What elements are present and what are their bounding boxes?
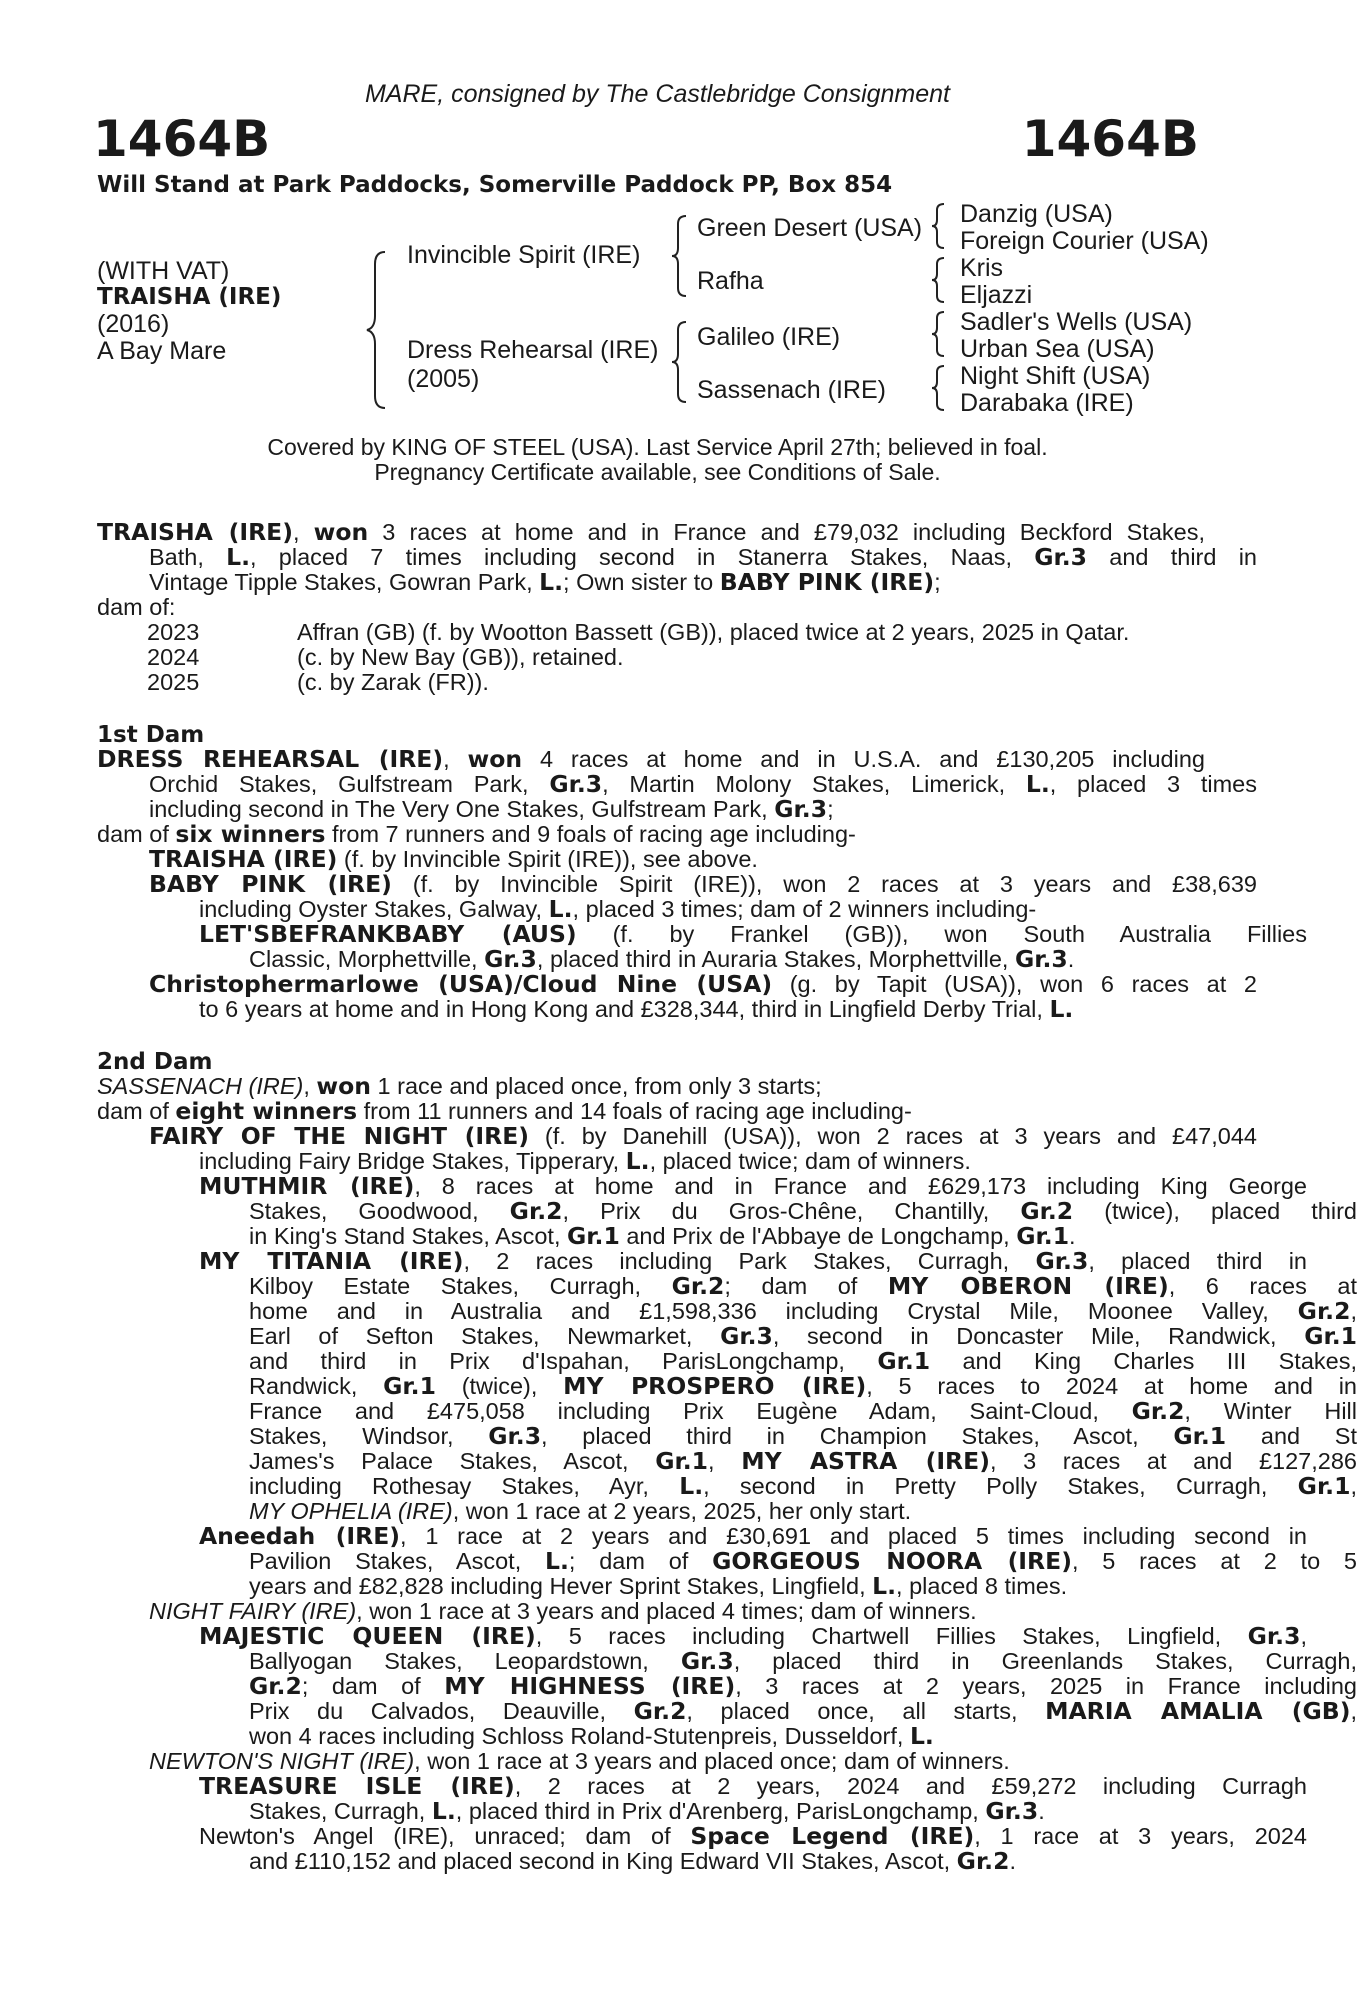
text-line: [97, 1824, 1307, 1850]
text-run: , placed third in Greenlands Stakes, Curragh,: [733, 1648, 1357, 1674]
text-run: (c. by Zarak (FR)).: [297, 669, 489, 695]
text-run: Earl of Sefton Stakes, Newmarket,: [249, 1323, 721, 1349]
bold-text: L.: [909, 1722, 934, 1750]
text-line: [97, 520, 1205, 546]
brace-g4: [930, 364, 948, 412]
text-run: ; dam of: [301, 1673, 445, 1699]
text-run: in King's Stand Stakes, Ascot,: [249, 1223, 567, 1249]
text-line: [97, 1224, 1357, 1250]
text-run: including Oyster Stakes, Galway,: [199, 896, 549, 922]
text-run: Orchid Stakes, Gulfstream Park,: [149, 771, 550, 797]
text-line: [97, 772, 1257, 798]
text-run: Vintage Tipple Stakes, Gowran Park,: [149, 569, 540, 595]
bold-text: Gr.3: [1247, 1622, 1301, 1650]
text-run: , won 1 race at 3 years and placed once; dam of winners.: [414, 1748, 1010, 1774]
bold-text: Gr.2: [1020, 1197, 1074, 1225]
bold-text: TRAISHA (IRE): [97, 518, 293, 546]
bold-text: GORGEOUS NOORA (IRE): [712, 1547, 1072, 1575]
text-line: [97, 997, 1307, 1023]
text-line: [97, 1149, 1307, 1175]
bold-text: Gr.2: [633, 1697, 687, 1725]
bold-text: L.: [625, 1147, 650, 1175]
bold-text: Space Legend (IRE): [690, 1822, 975, 1850]
bold-text: L.: [548, 895, 573, 923]
bold-text: Aneedah (IRE): [199, 1522, 401, 1550]
text-run: (twice),: [435, 1373, 564, 1399]
bold-text: L.: [1049, 995, 1074, 1023]
dam-sire: Galileo (IRE): [697, 323, 841, 351]
text-run: Stakes, Goodwood,: [249, 1198, 510, 1224]
text-run: , placed 8 times.: [896, 1573, 1068, 1599]
bold-text: TREASURE ISLE (IRE): [199, 1772, 515, 1800]
text-run: , second in Pretty Polly Stakes, Curragh,: [703, 1473, 1298, 1499]
text-line: [97, 1599, 1257, 1625]
bold-text: Gr.1: [1304, 1322, 1357, 1350]
text-run: and third in Prix d'Ispahan, ParisLongchamp,: [249, 1348, 878, 1374]
text-run: , 3 races at 2 years, 2025 in France including: [735, 1673, 1357, 1699]
bold-text: Gr.3: [1035, 1247, 1089, 1275]
text-line: [97, 872, 1257, 898]
text-run: , placed third in Prix d'Arenberg, ParisLongchamp,: [455, 1798, 986, 1824]
text-run: and £110,152 and placed second in King Edward VII Stakes, Ascot,: [249, 1848, 957, 1874]
text-line: [97, 922, 1307, 948]
foal-year: 2023: [147, 619, 200, 645]
brace-g2: [930, 256, 948, 304]
bold-text: Gr.3: [1034, 543, 1088, 571]
text-run: home and in Australia and £1,598,336 including Crystal Mile, Moonee Valley,: [249, 1298, 1298, 1324]
bold-text: Gr.1: [655, 1447, 709, 1475]
text-run: dam of: [97, 1098, 176, 1124]
text-line: [97, 1324, 1357, 1350]
lot-number-left: 1464B: [93, 110, 271, 168]
text-run: to 6 years at home and in Hong Kong and £328,344, third in Lingfield Derby Trial,: [199, 996, 1050, 1022]
text-run: dam of:: [97, 594, 176, 620]
bold-text: TRAISHA (IRE): [149, 845, 338, 873]
text-run: ,: [1350, 1698, 1357, 1724]
bold-text: eight winners: [175, 1097, 358, 1125]
bold-text: MY OBERON (IRE): [887, 1272, 1169, 1300]
text-run: and Prix de l'Abbaye de Longchamp,: [619, 1223, 1017, 1249]
text-run: , Martin Molony Stakes, Limerick,: [602, 771, 1026, 797]
bold-text: DRESS REHEARSAL (IRE): [97, 745, 444, 773]
italic-text: MY OPHELIA (IRE): [249, 1498, 453, 1524]
text-run: , won 1 race at 3 years and placed 4 times; dam of winners.: [356, 1598, 977, 1624]
dam-sire-sire: Sadler's Wells (USA): [960, 308, 1193, 336]
bold-text: won: [467, 745, 523, 773]
text-line: [97, 595, 1205, 621]
bold-text: Gr.2: [671, 1272, 725, 1300]
text-run: ;: [934, 569, 941, 595]
stand-location: Will Stand at Park Paddocks, Somerville Paddock PP, Box 854: [97, 172, 893, 198]
text-run: years and £82,828 including Hever Sprint Stakes, Lingfield,: [249, 1573, 873, 1599]
section-heading: 1st Dam: [97, 722, 205, 748]
text-run: and third in: [1087, 544, 1257, 570]
horse-name: TRAISHA (IRE): [97, 284, 282, 310]
dam-year: (2005): [407, 365, 480, 393]
text-line: [97, 1749, 1257, 1775]
sire-sire: Green Desert (USA): [697, 214, 923, 242]
text-run: Ballyogan Stakes, Leopardstown,: [249, 1648, 681, 1674]
text-run: including second in The Very One Stakes, Gulfstream Park,: [149, 796, 775, 822]
text-run: , 1 race at 2 years and £30,691 and placed 5 times including second in: [400, 1523, 1307, 1549]
text-line: [97, 1499, 1357, 1525]
bold-text: Gr.1: [1297, 1472, 1351, 1500]
text-run: James's Palace Stakes, Ascot,: [249, 1448, 656, 1474]
bold-text: Gr.2: [1297, 1297, 1351, 1325]
bold-text: Gr.2: [249, 1672, 302, 1700]
bold-text: L.: [679, 1472, 704, 1500]
text-run: Pavilion Stakes, Ascot,: [249, 1548, 546, 1574]
dam-dam-sire: Night Shift (USA): [960, 362, 1151, 390]
text-run: (g. by Tapit (USA)), won 6 races at 2: [772, 971, 1258, 997]
text-run: , placed 3 times; dam of 2 winners including-: [572, 896, 1037, 922]
text-line: [97, 1474, 1357, 1500]
text-run: ;: [827, 796, 834, 822]
bold-text: Christophermarlowe (USA)/Cloud Nine (USA): [149, 970, 773, 998]
text-run: , placed once, all starts,: [686, 1698, 1046, 1724]
bold-text: Gr.3: [774, 795, 828, 823]
text-run: , placed third in Champion Stakes, Ascot,: [541, 1423, 1174, 1449]
text-run: including Fairy Bridge Stakes, Tipperary,: [199, 1148, 626, 1174]
brace-g1: [930, 202, 948, 250]
dam-dam-dam: Darabaka (IRE): [960, 389, 1134, 417]
text-run: , 1 race at 3 years, 2024: [974, 1823, 1307, 1849]
text-run: and St: [1226, 1423, 1357, 1449]
text-run: (f. by Frankel (GB)), won South Australia Fillies: [576, 921, 1307, 947]
text-line: [97, 1849, 1357, 1875]
text-run: won 4 races including Schloss Roland-Stutenpreis, Dusseldorf,: [249, 1723, 910, 1749]
section-heading: 2nd Dam: [97, 1049, 213, 1075]
bold-text: Gr.3: [484, 945, 537, 973]
text-line: [97, 1549, 1357, 1575]
text-line: [97, 1399, 1357, 1425]
text-run: ; dam of: [724, 1273, 888, 1299]
bold-text: MY TITANIA (IRE): [199, 1247, 464, 1275]
text-line: [97, 1649, 1357, 1675]
bold-text: Gr.3: [680, 1647, 734, 1675]
text-run: , 2 races at 2 years, 2024 and £59,272 including Curragh: [514, 1773, 1307, 1799]
text-line: [97, 972, 1257, 998]
text-run: , 5 races at 2 to 5: [1071, 1548, 1357, 1574]
text-run: Randwick,: [249, 1373, 384, 1399]
bold-text: MY PROSPERO (IRE): [563, 1372, 867, 1400]
bold-text: Gr.1: [567, 1222, 620, 1250]
brace-sire-dam: [365, 250, 391, 410]
text-line: [97, 847, 1257, 873]
text-run: Newton's Angel (IRE), unraced; dam of: [199, 1823, 691, 1849]
bold-text: FAIRY OF THE NIGHT (IRE): [149, 1122, 529, 1150]
text-run: , 6 races at: [1168, 1273, 1357, 1299]
bold-text: Gr.1: [1173, 1422, 1227, 1450]
text-line: [97, 1624, 1307, 1650]
bold-text: Gr.1: [383, 1372, 436, 1400]
text-run: Bath,: [149, 544, 227, 570]
text-line: [97, 1124, 1257, 1150]
text-run: .: [1038, 1798, 1045, 1824]
text-run: Stakes, Windsor,: [249, 1423, 489, 1449]
lot-number-right: 1464B: [1021, 110, 1199, 168]
bold-text: won: [316, 1072, 371, 1100]
bold-text: MUTHMIR (IRE): [199, 1172, 415, 1200]
bold-text: LET'SBEFRANKBABY (AUS): [199, 920, 577, 948]
bold-text: L.: [872, 1572, 897, 1600]
bold-text: Gr.3: [1014, 945, 1068, 973]
text-run: , 5 races to 2024 at home and in: [866, 1373, 1357, 1399]
brace-g3: [930, 310, 948, 358]
bold-text: won: [313, 518, 369, 546]
text-line: [97, 1249, 1307, 1275]
text-line: [97, 947, 1357, 973]
italic-text: NEWTON'S NIGHT (IRE): [149, 1748, 415, 1774]
text-run: (c. by New Bay (GB)), retained.: [297, 644, 624, 670]
text-run: ,: [443, 746, 468, 772]
text-run: 4 races at home and in U.S.A. and £130,205 including: [522, 746, 1205, 772]
bold-text: MY ASTRA (IRE): [741, 1447, 990, 1475]
text-line: [97, 1099, 1205, 1125]
bold-text: MY HIGHNESS (IRE): [444, 1672, 736, 1700]
dam-dam: Sassenach (IRE): [697, 376, 886, 404]
text-run: and King Charles III Stakes,: [930, 1348, 1357, 1374]
text-line: [97, 1274, 1357, 1300]
dam-sire-dam: Urban Sea (USA): [960, 335, 1155, 363]
text-run: 1 race and placed once, from only 3 starts;: [370, 1073, 822, 1099]
bold-text: L.: [1025, 770, 1050, 798]
text-run: ,: [292, 519, 314, 545]
text-run: ; Own sister to: [563, 569, 720, 595]
text-line: [97, 1299, 1357, 1325]
bold-text: Gr.3: [549, 770, 603, 798]
text-line: [97, 897, 1307, 923]
text-run: including Rothesay Stakes, Ayr,: [249, 1473, 680, 1499]
text-run: ,: [1350, 1298, 1357, 1324]
text-line: [97, 1424, 1357, 1450]
bold-text: Gr.2: [509, 1197, 563, 1225]
text-line: [97, 545, 1257, 571]
covered-by-line: Covered by KING OF STEEL (USA). Last Service April 27th; believed in foal.: [267, 434, 1048, 460]
bold-text: MAJESTIC QUEEN (IRE): [199, 1622, 536, 1650]
text-run: , won 1 race at 2 years, 2025, her only start.: [452, 1498, 912, 1524]
dam-name: Dress Rehearsal (IRE): [407, 336, 659, 364]
text-line: [97, 620, 1205, 646]
text-line: [97, 1074, 1205, 1100]
text-line: [97, 822, 1205, 848]
text-line: [97, 1674, 1357, 1700]
text-run: ; dam of: [568, 1548, 713, 1574]
text-run: , placed twice; dam of winners.: [649, 1148, 971, 1174]
text-line: [97, 747, 1205, 773]
text-run: , second in Doncaster Mile, Randwick,: [772, 1323, 1305, 1349]
vat-note: (WITH VAT): [97, 257, 230, 285]
text-line: [97, 1449, 1357, 1475]
text-run: Stakes, Curragh,: [249, 1798, 432, 1824]
horse-year: (2016): [97, 310, 170, 338]
text-run: , Winter Hill: [1184, 1398, 1357, 1424]
text-line: [97, 722, 1205, 748]
foal-year: 2025: [147, 669, 200, 695]
sire-sire-dam: Foreign Courier (USA): [960, 227, 1209, 255]
text-line: [97, 670, 1205, 696]
text-run: France and £475,058 including Prix Eugène Adam, Saint-Cloud,: [249, 1398, 1132, 1424]
text-run: Classic, Morphettville,: [249, 946, 485, 972]
brace-sire-line: [670, 214, 690, 298]
text-run: (twice), placed third: [1073, 1198, 1357, 1224]
text-run: , 2 races including Park Stakes, Curragh,: [463, 1248, 1036, 1274]
text-line: [97, 1574, 1357, 1600]
text-run: , placed third in Auraria Stakes, Morphettville,: [536, 946, 1015, 972]
text-run: (f. by Danehill (USA)), won 2 races at 3 years and £47,044: [528, 1123, 1257, 1149]
text-run: .: [1069, 1223, 1076, 1249]
bold-text: Gr.2: [1131, 1397, 1185, 1425]
text-run: ,: [708, 1448, 742, 1474]
text-line: [97, 1374, 1357, 1400]
text-line: [97, 1199, 1357, 1225]
text-run: Kilboy Estate Stakes, Curragh,: [249, 1273, 672, 1299]
text-run: dam of: [97, 821, 176, 847]
text-run: from 7 runners and 9 foals of racing age including-: [325, 821, 856, 847]
bold-text: Gr.2: [956, 1847, 1010, 1875]
text-line: [97, 1699, 1357, 1725]
bold-text: Gr.1: [1016, 1222, 1070, 1250]
sire-dam-sire: Kris: [960, 254, 1004, 282]
bold-text: BABY PINK (IRE): [719, 568, 935, 596]
text-run: , placed 7 times including second in Stanerra Stakes, Naas,: [250, 544, 1035, 570]
sire-dam-dam: Eljazzi: [960, 281, 1033, 309]
text-run: , Prix du Gros-Chêne, Chantilly,: [562, 1198, 1021, 1224]
bold-text: L.: [539, 568, 564, 596]
sire-name: Invincible Spirit (IRE): [407, 241, 641, 269]
sire-sire-sire: Danzig (USA): [960, 200, 1113, 228]
text-line: [97, 1799, 1357, 1825]
italic-text: SASSENACH (IRE): [97, 1073, 304, 1099]
bold-text: BABY PINK (IRE): [149, 870, 392, 898]
text-run: from 11 runners and 14 foals of racing age including-: [357, 1098, 912, 1124]
text-line: [97, 1724, 1357, 1750]
text-run: (f. by Invincible Spirit (IRE)), won 2 races at 3 years and £38,639: [391, 871, 1257, 897]
text-run: ,: [1300, 1623, 1307, 1649]
text-run: ,: [303, 1073, 317, 1099]
horse-description: A Bay Mare: [97, 337, 227, 365]
text-line: [97, 1049, 1205, 1075]
text-run: Prix du Calvados, Deauville,: [249, 1698, 634, 1724]
bold-text: Gr.3: [488, 1422, 542, 1450]
bold-text: Gr.3: [985, 1797, 1039, 1825]
brace-dam-line: [670, 320, 690, 404]
text-line: [97, 1774, 1307, 1800]
foal-year: 2024: [147, 644, 200, 670]
bold-text: L.: [545, 1547, 569, 1575]
bold-text: L.: [226, 543, 251, 571]
text-run: , placed third in: [1088, 1248, 1307, 1274]
bold-text: L.: [431, 1797, 456, 1825]
sire-dam: Rafha: [697, 267, 764, 295]
text-run: 3 races at home and in France and £79,032 including Beckford Stakes,: [368, 519, 1206, 545]
bold-text: Gr.3: [720, 1322, 773, 1350]
text-run: ,: [1350, 1473, 1357, 1499]
text-run: , 5 races including Chartwell Fillies Stakes, Lingfield,: [535, 1623, 1248, 1649]
bold-text: MARIA AMALIA (GB): [1045, 1697, 1351, 1725]
text-run: , 3 races at and £127,286: [989, 1448, 1357, 1474]
text-line: [97, 645, 1205, 671]
bold-text: Gr.1: [877, 1347, 931, 1375]
consignor-line: MARE, consigned by The Castlebridge Consignment: [364, 80, 951, 108]
text-run: Affran (GB) (f. by Wootton Bassett (GB)), placed twice at 2 years, 2025 in Qatar.: [297, 619, 1130, 645]
pregnancy-line: Pregnancy Certificate available, see Conditions of Sale.: [374, 459, 941, 485]
text-line: [97, 570, 1257, 596]
text-run: .: [1009, 1848, 1016, 1874]
text-run: , 8 races at home and in France and £629,173 including King George: [414, 1173, 1307, 1199]
text-line: [97, 1174, 1307, 1200]
text-line: [97, 1524, 1307, 1550]
text-run: .: [1067, 946, 1075, 972]
bold-text: six winners: [175, 820, 326, 848]
text-run: , placed 3 times: [1049, 771, 1257, 797]
text-line: [97, 797, 1257, 823]
text-line: [97, 1349, 1357, 1375]
italic-text: NIGHT FAIRY (IRE): [149, 1598, 357, 1624]
text-run: (f. by Invincible Spirit (IRE)), see above.: [337, 846, 758, 872]
